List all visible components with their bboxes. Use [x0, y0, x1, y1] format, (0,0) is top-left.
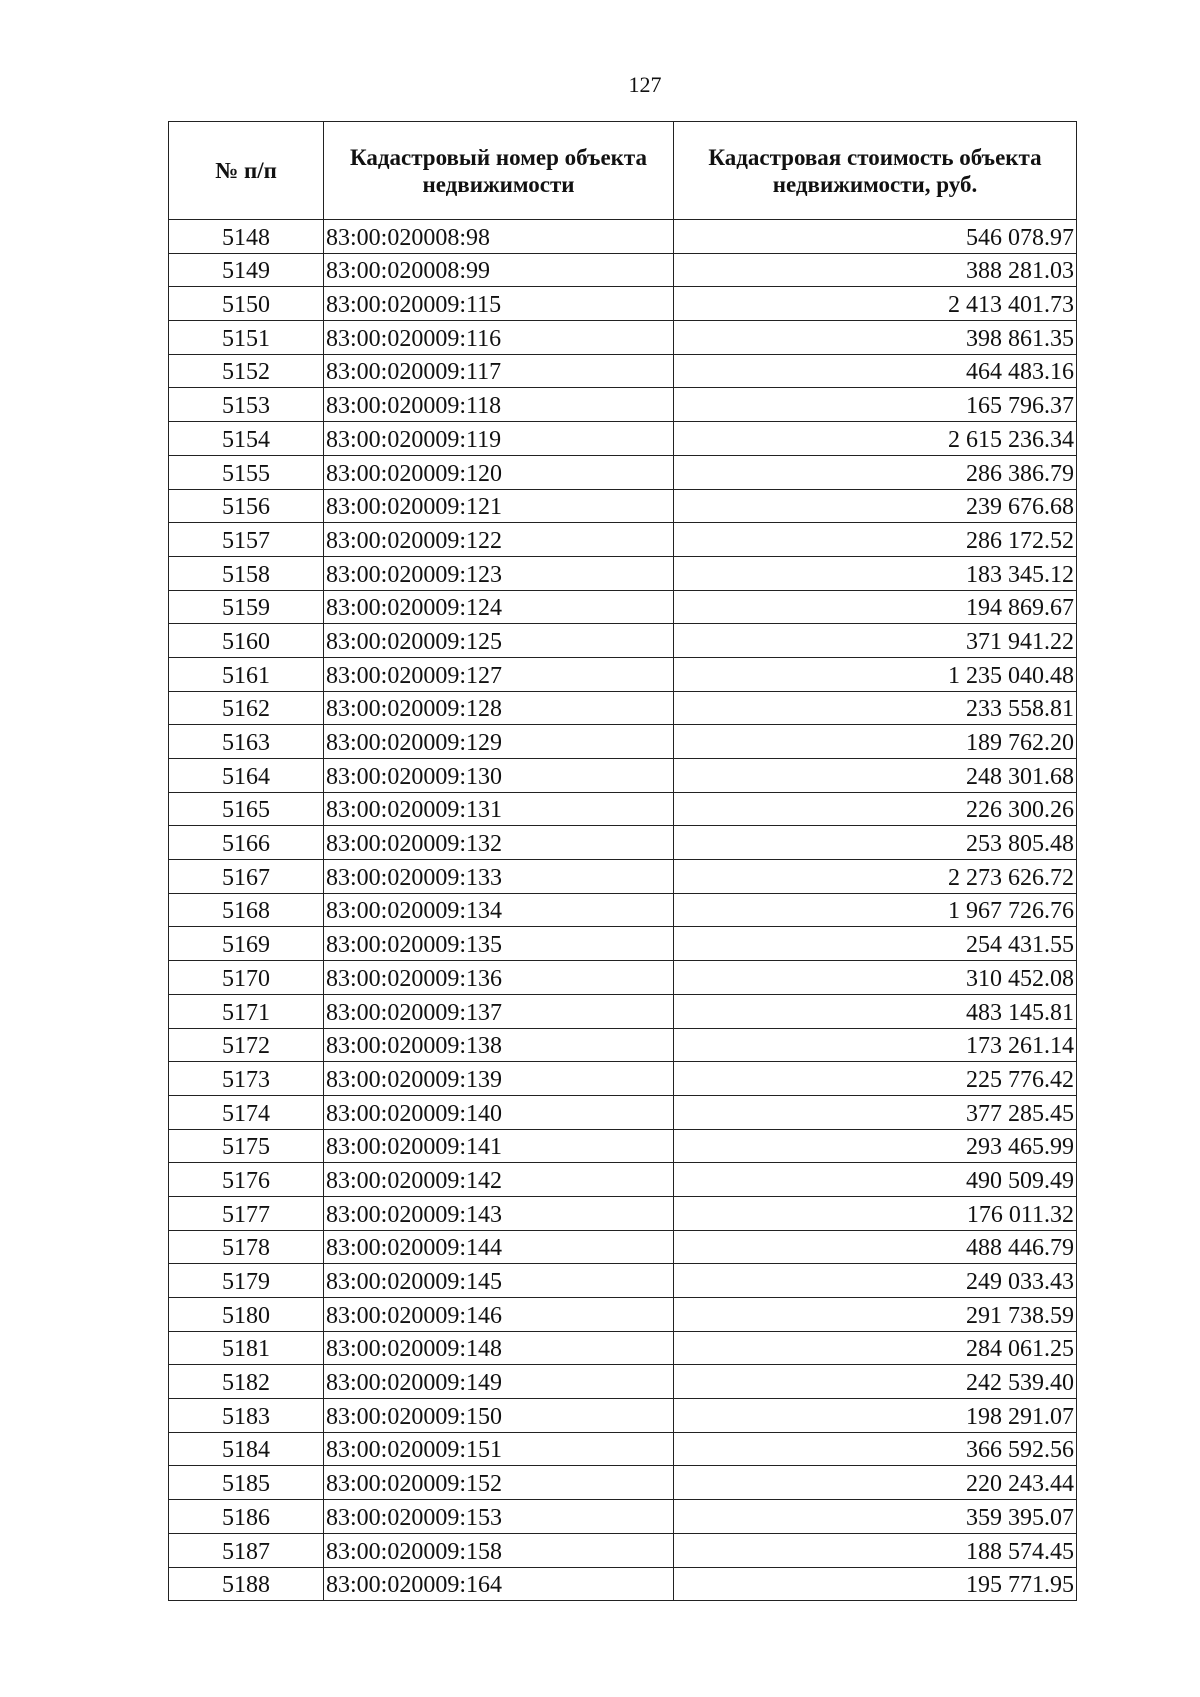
cadastral-value-cell: 173 261.14	[674, 1028, 1077, 1062]
cadastral-number-cell: 83:00:020009:128	[324, 691, 674, 725]
row-number-cell: 5148	[169, 220, 324, 254]
cadastral-value-cell: 239 676.68	[674, 489, 1077, 523]
table-row	[169, 1331, 1077, 1365]
table-row	[169, 994, 1077, 1028]
header-cadastral-value: Кадастровая стоимость объекта недвижимости, руб.	[674, 122, 1077, 220]
row-number-cell: 5175	[169, 1129, 324, 1163]
cadastral-number-cell: 83:00:020009:139	[324, 1062, 674, 1096]
cadastral-value-cell: 194 869.67	[674, 590, 1077, 624]
cadastral-number-cell: 83:00:020009:138	[324, 1028, 674, 1062]
cadastral-number-cell: 83:00:020009:143	[324, 1196, 674, 1230]
cadastral-number-cell: 83:00:020009:136	[324, 961, 674, 995]
row-number-cell: 5187	[169, 1533, 324, 1567]
cadastral-number-cell: 83:00:020008:98	[324, 220, 674, 254]
table-row	[169, 1432, 1077, 1466]
table-row	[169, 489, 1077, 523]
row-number-cell: 5170	[169, 961, 324, 995]
table-row	[169, 388, 1077, 422]
row-number-cell: 5164	[169, 759, 324, 793]
table-row	[169, 1567, 1077, 1601]
cadastral-value-cell: 254 431.55	[674, 927, 1077, 961]
table-row	[169, 1264, 1077, 1298]
row-number-cell: 5151	[169, 321, 324, 355]
cadastral-value-cell: 198 291.07	[674, 1399, 1077, 1433]
row-number-cell: 5167	[169, 860, 324, 894]
table-row	[169, 725, 1077, 759]
cadastral-number-cell: 83:00:020009:146	[324, 1298, 674, 1332]
table-row	[169, 253, 1077, 287]
cadastral-number-cell: 83:00:020009:116	[324, 321, 674, 355]
cadastral-value-cell: 249 033.43	[674, 1264, 1077, 1298]
cadastral-number-cell: 83:00:020009:140	[324, 1095, 674, 1129]
table-row	[169, 1500, 1077, 1534]
cadastral-value-cell: 2 413 401.73	[674, 287, 1077, 321]
cadastral-value-cell: 293 465.99	[674, 1129, 1077, 1163]
table-row	[169, 860, 1077, 894]
table-row	[169, 523, 1077, 557]
table-row	[169, 1298, 1077, 1332]
row-number-cell: 5186	[169, 1500, 324, 1534]
cadastral-value-cell: 388 281.03	[674, 253, 1077, 287]
cadastral-value-cell: 286 172.52	[674, 523, 1077, 557]
row-number-cell: 5178	[169, 1230, 324, 1264]
cadastral-value-cell: 2 273 626.72	[674, 860, 1077, 894]
cadastral-number-cell: 83:00:020009:137	[324, 994, 674, 1028]
cadastral-number-cell: 83:00:020009:151	[324, 1432, 674, 1466]
cadastral-number-cell: 83:00:020009:130	[324, 759, 674, 793]
cadastral-number-cell: 83:00:020009:164	[324, 1567, 674, 1601]
row-number-cell: 5152	[169, 354, 324, 388]
table-row	[169, 961, 1077, 995]
table-row	[169, 826, 1077, 860]
cadastral-value-cell: 310 452.08	[674, 961, 1077, 995]
cadastral-value-cell: 165 796.37	[674, 388, 1077, 422]
row-number-cell: 5185	[169, 1466, 324, 1500]
header-row	[169, 122, 1077, 220]
table-row	[169, 1466, 1077, 1500]
cadastral-value-cell: 195 771.95	[674, 1567, 1077, 1601]
cadastral-number-cell: 83:00:020009:152	[324, 1466, 674, 1500]
table-row	[169, 321, 1077, 355]
cadastral-number-cell: 83:00:020009:129	[324, 725, 674, 759]
row-number-cell: 5160	[169, 624, 324, 658]
cadastral-value-cell: 226 300.26	[674, 792, 1077, 826]
table-row	[169, 624, 1077, 658]
cadastral-number-cell: 83:00:020009:145	[324, 1264, 674, 1298]
page-number: 127	[628, 72, 662, 97]
cadastral-value-cell: 1 967 726.76	[674, 893, 1077, 927]
row-number-cell: 5179	[169, 1264, 324, 1298]
cadastral-number-cell: 83:00:020009:118	[324, 388, 674, 422]
cadastral-value-table	[168, 121, 1077, 1601]
table-row	[169, 1365, 1077, 1399]
table-row	[169, 792, 1077, 826]
cadastral-value-cell: 286 386.79	[674, 455, 1077, 489]
row-number-cell: 5169	[169, 927, 324, 961]
cadastral-number-cell: 83:00:020009:119	[324, 422, 674, 456]
row-number-cell: 5180	[169, 1298, 324, 1332]
header-cadastral-number: Кадастровый номер объекта недвижимости	[324, 122, 674, 220]
cadastral-number-cell: 83:00:020009:148	[324, 1331, 674, 1365]
cadastral-number-cell: 83:00:020009:150	[324, 1399, 674, 1433]
row-number-cell: 5173	[169, 1062, 324, 1096]
cadastral-number-cell: 83:00:020009:115	[324, 287, 674, 321]
cadastral-number-cell: 83:00:020009:132	[324, 826, 674, 860]
cadastral-number-cell: 83:00:020009:141	[324, 1129, 674, 1163]
table-row	[169, 1095, 1077, 1129]
cadastral-value-cell: 248 301.68	[674, 759, 1077, 793]
row-number-cell: 5184	[169, 1432, 324, 1466]
row-number-cell: 5155	[169, 455, 324, 489]
cadastral-number-cell: 83:00:020009:124	[324, 590, 674, 624]
row-number-cell: 5166	[169, 826, 324, 860]
row-number-cell: 5156	[169, 489, 324, 523]
cadastral-number-cell: 83:00:020009:149	[324, 1365, 674, 1399]
cadastral-number-cell: 83:00:020009:144	[324, 1230, 674, 1264]
row-number-cell: 5161	[169, 657, 324, 691]
cadastral-number-cell: 83:00:020009:121	[324, 489, 674, 523]
row-number-cell: 5154	[169, 422, 324, 456]
cadastral-number-cell: 83:00:020009:158	[324, 1533, 674, 1567]
cadastral-number-cell: 83:00:020008:99	[324, 253, 674, 287]
table-row	[169, 1129, 1077, 1163]
row-number-cell: 5150	[169, 287, 324, 321]
table-row	[169, 1196, 1077, 1230]
table-row	[169, 759, 1077, 793]
table-row	[169, 1028, 1077, 1062]
row-number-cell: 5176	[169, 1163, 324, 1197]
cadastral-number-cell: 83:00:020009:117	[324, 354, 674, 388]
cadastral-value-cell: 242 539.40	[674, 1365, 1077, 1399]
row-number-cell: 5181	[169, 1331, 324, 1365]
row-number-cell: 5158	[169, 556, 324, 590]
cadastral-number-cell: 83:00:020009:135	[324, 927, 674, 961]
row-number-cell: 5157	[169, 523, 324, 557]
row-number-cell: 5182	[169, 1365, 324, 1399]
cadastral-value-cell: 359 395.07	[674, 1500, 1077, 1534]
cadastral-value-cell: 377 285.45	[674, 1095, 1077, 1129]
cadastral-table-container	[168, 121, 1076, 1601]
cadastral-value-cell: 183 345.12	[674, 556, 1077, 590]
cadastral-value-cell: 371 941.22	[674, 624, 1077, 658]
table-row	[169, 1399, 1077, 1433]
cadastral-value-cell: 1 235 040.48	[674, 657, 1077, 691]
cadastral-value-cell: 483 145.81	[674, 994, 1077, 1028]
row-number-cell: 5188	[169, 1567, 324, 1601]
cadastral-value-cell: 490 509.49	[674, 1163, 1077, 1197]
row-number-cell: 5162	[169, 691, 324, 725]
row-number-cell: 5163	[169, 725, 324, 759]
table-row	[169, 455, 1077, 489]
row-number-cell: 5165	[169, 792, 324, 826]
cadastral-value-cell: 291 738.59	[674, 1298, 1077, 1332]
table-row	[169, 220, 1077, 254]
row-number-cell: 5171	[169, 994, 324, 1028]
cadastral-value-cell: 546 078.97	[674, 220, 1077, 254]
row-number-cell: 5149	[169, 253, 324, 287]
table-row	[169, 590, 1077, 624]
cadastral-value-cell: 189 762.20	[674, 725, 1077, 759]
table-body	[169, 220, 1077, 1601]
row-number-cell: 5172	[169, 1028, 324, 1062]
header-row-number: № п/п	[169, 122, 324, 220]
table-row	[169, 1163, 1077, 1197]
row-number-cell: 5153	[169, 388, 324, 422]
cadastral-number-cell: 83:00:020009:142	[324, 1163, 674, 1197]
cadastral-number-cell: 83:00:020009:153	[324, 1500, 674, 1534]
cadastral-number-cell: 83:00:020009:131	[324, 792, 674, 826]
row-number-cell: 5177	[169, 1196, 324, 1230]
cadastral-value-cell: 188 574.45	[674, 1533, 1077, 1567]
table-row	[169, 927, 1077, 961]
cadastral-value-cell: 398 861.35	[674, 321, 1077, 355]
cadastral-value-cell: 253 805.48	[674, 826, 1077, 860]
cadastral-number-cell: 83:00:020009:133	[324, 860, 674, 894]
cadastral-value-cell: 225 776.42	[674, 1062, 1077, 1096]
cadastral-value-cell: 284 061.25	[674, 1331, 1077, 1365]
cadastral-number-cell: 83:00:020009:123	[324, 556, 674, 590]
cadastral-value-cell: 2 615 236.34	[674, 422, 1077, 456]
cadastral-number-cell: 83:00:020009:127	[324, 657, 674, 691]
table-row	[169, 691, 1077, 725]
cadastral-number-cell: 83:00:020009:134	[324, 893, 674, 927]
table-row	[169, 354, 1077, 388]
cadastral-number-cell: 83:00:020009:122	[324, 523, 674, 557]
cadastral-value-cell: 464 483.16	[674, 354, 1077, 388]
table-row	[169, 1062, 1077, 1096]
table-row	[169, 1533, 1077, 1567]
table-row	[169, 657, 1077, 691]
cadastral-value-cell: 233 558.81	[674, 691, 1077, 725]
row-number-cell: 5174	[169, 1095, 324, 1129]
table-header	[169, 122, 1077, 220]
table-row	[169, 556, 1077, 590]
table-row	[169, 422, 1077, 456]
cadastral-value-cell: 176 011.32	[674, 1196, 1077, 1230]
row-number-cell: 5168	[169, 893, 324, 927]
row-number-cell: 5159	[169, 590, 324, 624]
table-row	[169, 287, 1077, 321]
table-row	[169, 893, 1077, 927]
cadastral-number-cell: 83:00:020009:125	[324, 624, 674, 658]
cadastral-value-cell: 220 243.44	[674, 1466, 1077, 1500]
row-number-cell: 5183	[169, 1399, 324, 1433]
cadastral-value-cell: 488 446.79	[674, 1230, 1077, 1264]
cadastral-value-cell: 366 592.56	[674, 1432, 1077, 1466]
table-row	[169, 1230, 1077, 1264]
cadastral-number-cell: 83:00:020009:120	[324, 455, 674, 489]
